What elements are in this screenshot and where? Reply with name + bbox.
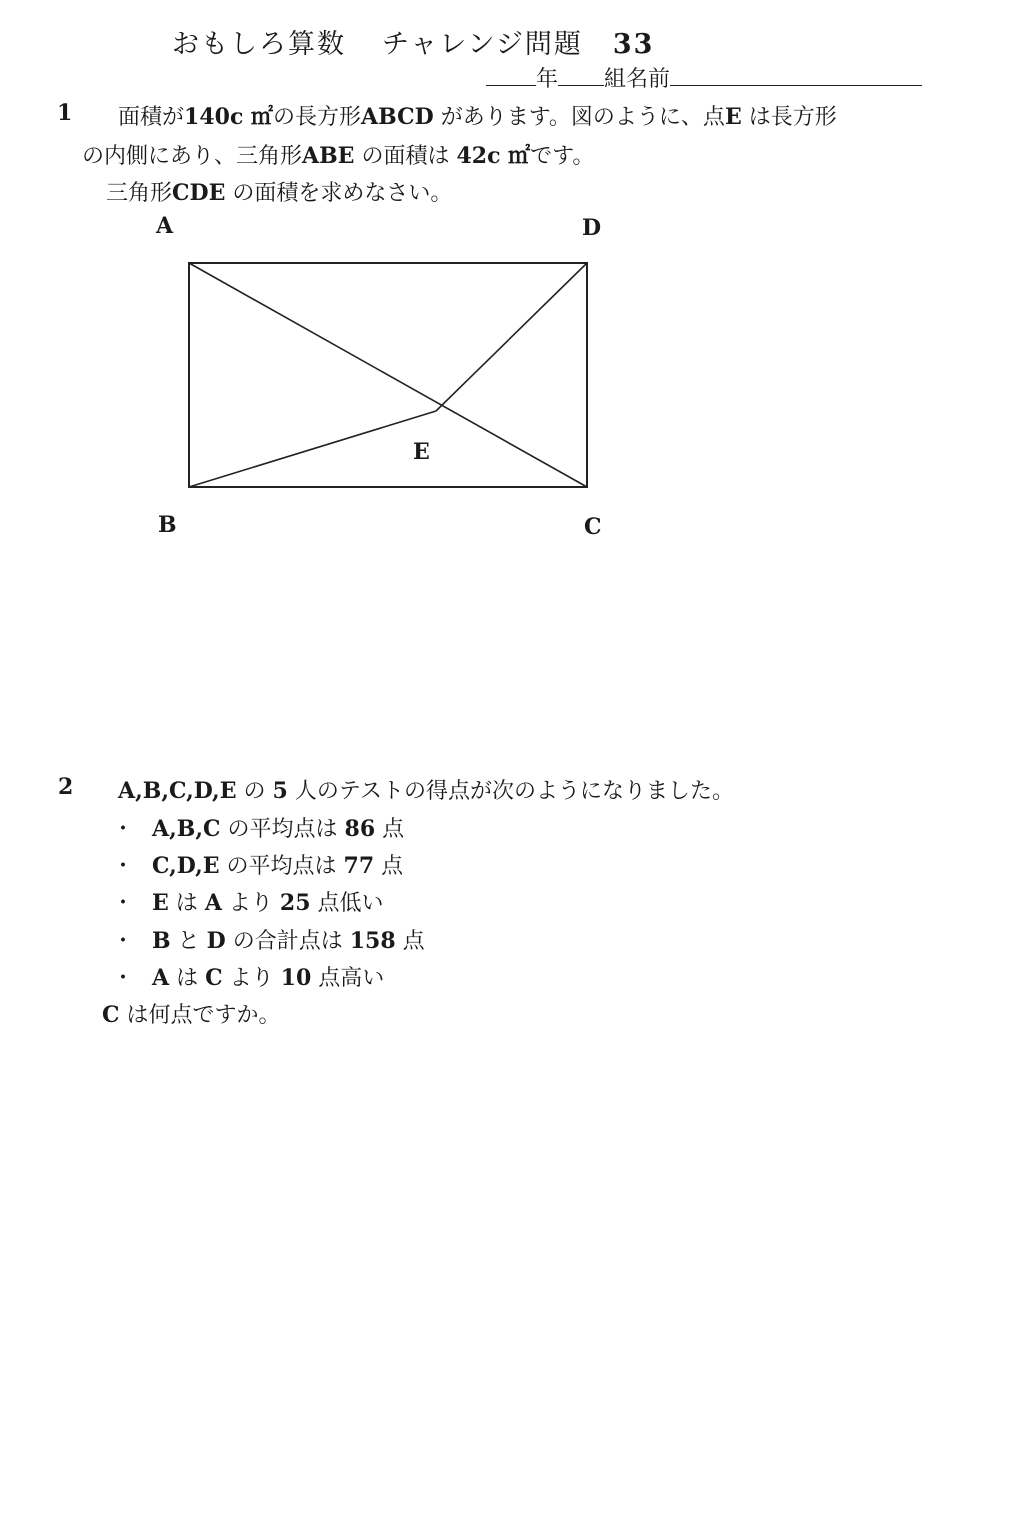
class-name-label: 組名前 [604,67,671,92]
q1-area-value: 140c ㎡ [184,104,273,130]
label-d: D [582,215,602,241]
bullet-text: の平均点は [226,854,337,879]
bullet-value: 77 [343,853,375,879]
bullet-mark: ・ [112,817,135,842]
q1-rect-name: ABCD [361,104,434,130]
bullet-value: 86 [344,816,376,842]
bullet-mark: ・ [112,966,135,991]
label-b: B [158,512,177,538]
bullet-text: 点 [382,817,405,842]
bullet-text: A [204,890,222,916]
bullet-mark: ・ [112,891,135,916]
bullet-text: の平均点は [227,817,338,842]
bullet-text: 点 [402,929,425,954]
q1-text: 面積が [118,105,185,130]
bullet-text: C,D,E [152,853,220,879]
q2-bullet-5 [112,961,384,992]
label-c: C [584,514,602,540]
q1-text: は長方形 [748,105,837,130]
q2-bullet-1 [112,812,404,843]
q1-text: の長方形 [273,105,362,130]
label-a: A [156,213,174,239]
segment-be [189,411,436,487]
q1-target-triangle: CDE [172,180,226,206]
bullet-value: 158 [349,928,396,954]
q1-point-name: E [724,104,742,130]
q2-bullet-2 [112,849,403,880]
q2-target: C [102,1002,120,1028]
bullet-text: 点低い [317,891,384,916]
bullet-text: と [177,929,200,954]
bullet-text: E [152,890,169,916]
q2-students: A,B,C,D,E [118,778,237,804]
q2-count: 5 [272,778,288,804]
bullet-mark: ・ [112,854,135,879]
q2-intro [118,774,734,805]
q2-question [102,998,281,1029]
bullet-text: 点高い [318,966,385,991]
q2-bullet-3 [112,886,384,917]
bullet-value: 25 [279,890,311,916]
q1-text: 三角形 [106,181,173,206]
bullet-text: D [206,928,226,954]
title-right: チャレンジ問題 [382,29,583,60]
q1-triangle-name: ABE [302,143,355,169]
q1-text: です。 [530,144,595,169]
title-left: おもしろ算数 [172,29,346,60]
bullet-text: C [205,965,223,991]
q1-number: 1 [57,100,73,126]
segment-ac [189,263,587,487]
label-e: E [413,439,430,465]
segment-ed [436,263,587,411]
bullet-text: より [228,891,273,916]
year-label: 年 [536,67,559,92]
bullet-mark: ・ [112,929,135,954]
bullet-text: より [229,966,274,991]
q1-text: の面積を求めなさい。 [232,181,453,206]
q2-text: の [243,779,266,804]
q1-text: があります。図のように、点 [440,105,725,130]
title-number: 33 [612,29,655,60]
q2-bullet-4 [112,924,425,955]
bullet-text: は [175,891,198,916]
bullet-text: A [152,965,170,991]
q1-text: の面積は [361,144,450,169]
bullet-value: 10 [280,965,312,991]
q2-text: は何点ですか。 [126,1003,281,1028]
bullet-text: 点 [381,854,404,879]
bullet-text: は [176,966,199,991]
bullet-text: の合計点は [232,929,343,954]
q1-text: の内側にあり、三角形 [82,144,303,169]
bullet-text: B [152,928,171,954]
q2-text: 人のテストの得点が次のようになりました。 [294,779,734,804]
q1-triangle-area: 42c ㎡ [456,143,531,169]
bullet-text: A,B,C [152,816,221,842]
q2-number: 2 [58,774,74,800]
